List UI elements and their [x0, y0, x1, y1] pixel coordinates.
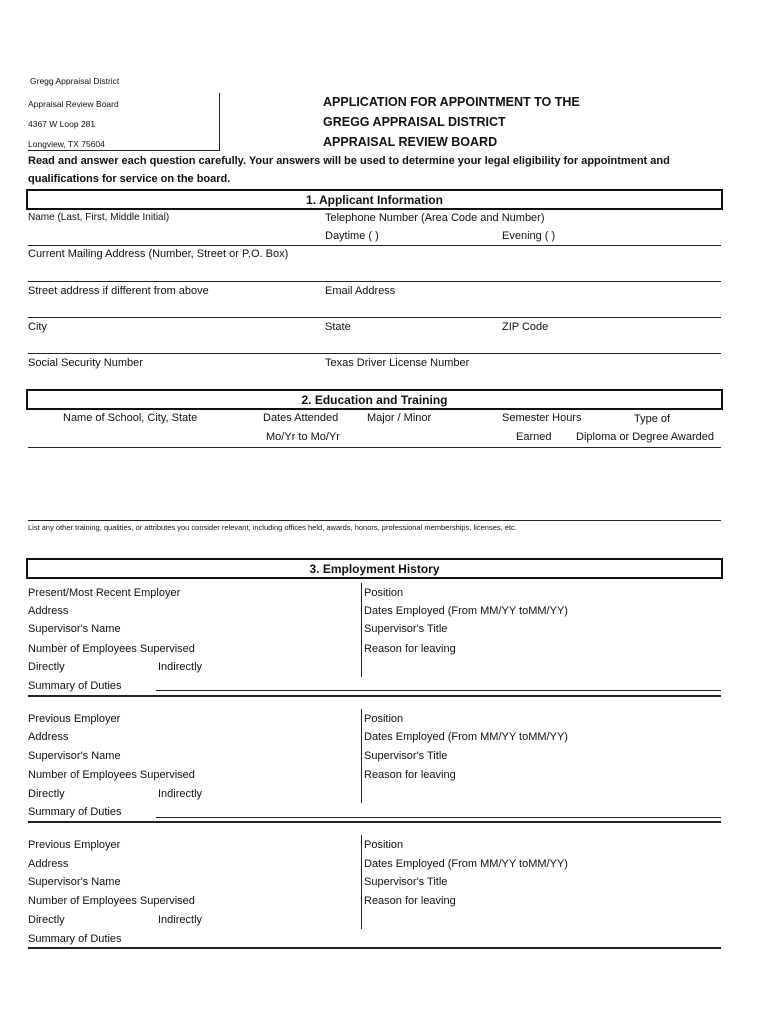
- state-label: State: [325, 321, 351, 333]
- reason-leaving-label: Reason for leaving: [364, 769, 456, 781]
- employees-supervised-label: Number of Employees Supervised: [28, 895, 195, 907]
- supervisor-title-label: Supervisor's Title: [364, 623, 448, 635]
- col-hours-line1: Semester Hours: [502, 412, 582, 424]
- supervisor-name-label: Supervisor's Name: [28, 750, 121, 762]
- other-training-label: List any other training, qualities, or attributes you consider relevant, including offices held, awards, honors, professional memberships, licenses, etc.: [28, 523, 517, 532]
- board-name: Appraisal Review Board: [28, 99, 119, 109]
- summary-label: Summary of Duties: [28, 806, 122, 818]
- position-label: Position: [364, 713, 404, 725]
- city-line: Longview, TX 75604: [28, 139, 105, 149]
- org-name: Gregg Appraisal District: [30, 76, 120, 86]
- dates-employed-label: Dates Employed (From MM/YY toMM/YY): [364, 858, 568, 870]
- summary-line: [156, 690, 721, 691]
- employer-label: Present/Most Recent Employer: [28, 587, 181, 599]
- employees-supervised-label: Number of Employees Supervised: [28, 643, 195, 655]
- col-major: Major / Minor: [367, 412, 432, 424]
- dates-employed-label: Dates Employed (From MM/YY toMM/YY): [364, 731, 568, 743]
- col-hours-line2: Earned: [516, 431, 552, 443]
- telephone-label: Telephone Number (Area Code and Number): [325, 212, 545, 224]
- divider-street: [28, 317, 721, 318]
- divider-education-header: [28, 447, 721, 448]
- supervisor-title-label: Supervisor's Title: [364, 876, 448, 888]
- col-dates-line2: Mo/Yr to Mo/Yr: [266, 431, 340, 443]
- divider-mailing: [28, 281, 721, 282]
- col-type-line2: Diploma or Degree Awarded: [576, 431, 714, 443]
- summary-label: Summary of Duties: [28, 680, 122, 692]
- employer-address-label: Address: [28, 858, 69, 870]
- title-line-3: APPRAISAL REVIEW BOARD: [323, 135, 498, 149]
- directly-label: Directly: [28, 661, 65, 673]
- summary-label: Summary of Duties: [28, 933, 122, 945]
- ssn-label: Social Security Number: [28, 357, 143, 369]
- indirectly-label: Indirectly: [158, 661, 203, 673]
- section-1-title: 1. Applicant Information: [306, 193, 443, 207]
- section-3-title: 3. Employment History: [309, 562, 440, 576]
- supervisor-title-label: Supervisor's Title: [364, 750, 448, 762]
- employer-label: Previous Employer: [28, 839, 121, 851]
- employer-address-label: Address: [28, 731, 69, 743]
- employer-label: Previous Employer: [28, 713, 121, 725]
- dates-employed-label: Dates Employed (From MM/YY toMM/YY): [364, 605, 568, 617]
- employment-divider: [361, 835, 362, 929]
- divider-city: [28, 353, 721, 354]
- col-dates-line1: Dates Attended: [263, 412, 339, 424]
- daytime-label: Daytime ( ): [325, 230, 379, 242]
- block-separator: [28, 695, 721, 697]
- section-2-header: [26, 389, 723, 410]
- mailing-address-label: Current Mailing Address (Number, Street or P.O. Box): [28, 248, 289, 260]
- city-label: City: [28, 321, 47, 333]
- employment-divider: [361, 709, 362, 803]
- position-label: Position: [364, 587, 404, 599]
- reason-leaving-label: Reason for leaving: [364, 895, 456, 907]
- reason-leaving-label: Reason for leaving: [364, 643, 456, 655]
- header-underline: [28, 150, 220, 151]
- zip-label: ZIP Code: [502, 321, 549, 333]
- street-diff-label: Street address if different from above: [28, 285, 209, 297]
- supervisor-name-label: Supervisor's Name: [28, 623, 121, 635]
- title-line-2: GREGG APPRAISAL DISTRICT: [323, 115, 506, 129]
- evening-label: Evening ( ): [502, 230, 556, 242]
- header-divider: [219, 93, 220, 151]
- instructions-line-1: Read and answer each question carefully. Your answers will be used to determine your legal eligibility for appointment and: [28, 155, 670, 167]
- employer-address-label: Address: [28, 605, 69, 617]
- position-label: Position: [364, 839, 404, 851]
- employment-divider: [361, 583, 362, 677]
- section-1-header: [26, 189, 723, 210]
- divider-name: [28, 245, 721, 246]
- name-label: Name (Last, First, Middle Initial): [28, 212, 170, 223]
- title-line-1: APPLICATION FOR APPOINTMENT TO THE: [323, 95, 580, 109]
- indirectly-label: Indirectly: [158, 788, 203, 800]
- col-school: Name of School, City, State: [63, 412, 198, 424]
- instructions-line-2: qualifications for service on the board.: [28, 173, 231, 185]
- indirectly-label: Indirectly: [158, 914, 203, 926]
- section-2-title: 2. Education and Training: [301, 393, 448, 407]
- summary-line: [156, 817, 721, 818]
- employees-supervised-label: Number of Employees Supervised: [28, 769, 195, 781]
- street-address: 4367 W Loop 281: [28, 119, 96, 129]
- block-separator: [28, 821, 721, 823]
- supervisor-name-label: Supervisor's Name: [28, 876, 121, 888]
- email-label: Email Address: [325, 285, 396, 297]
- section-3-header: [26, 558, 723, 579]
- directly-label: Directly: [28, 914, 65, 926]
- divider-education-entries: [28, 520, 721, 521]
- directly-label: Directly: [28, 788, 65, 800]
- driver-license-label: Texas Driver License Number: [325, 357, 470, 369]
- section-end-line: [28, 947, 721, 949]
- col-type-line1: Type of: [634, 413, 671, 425]
